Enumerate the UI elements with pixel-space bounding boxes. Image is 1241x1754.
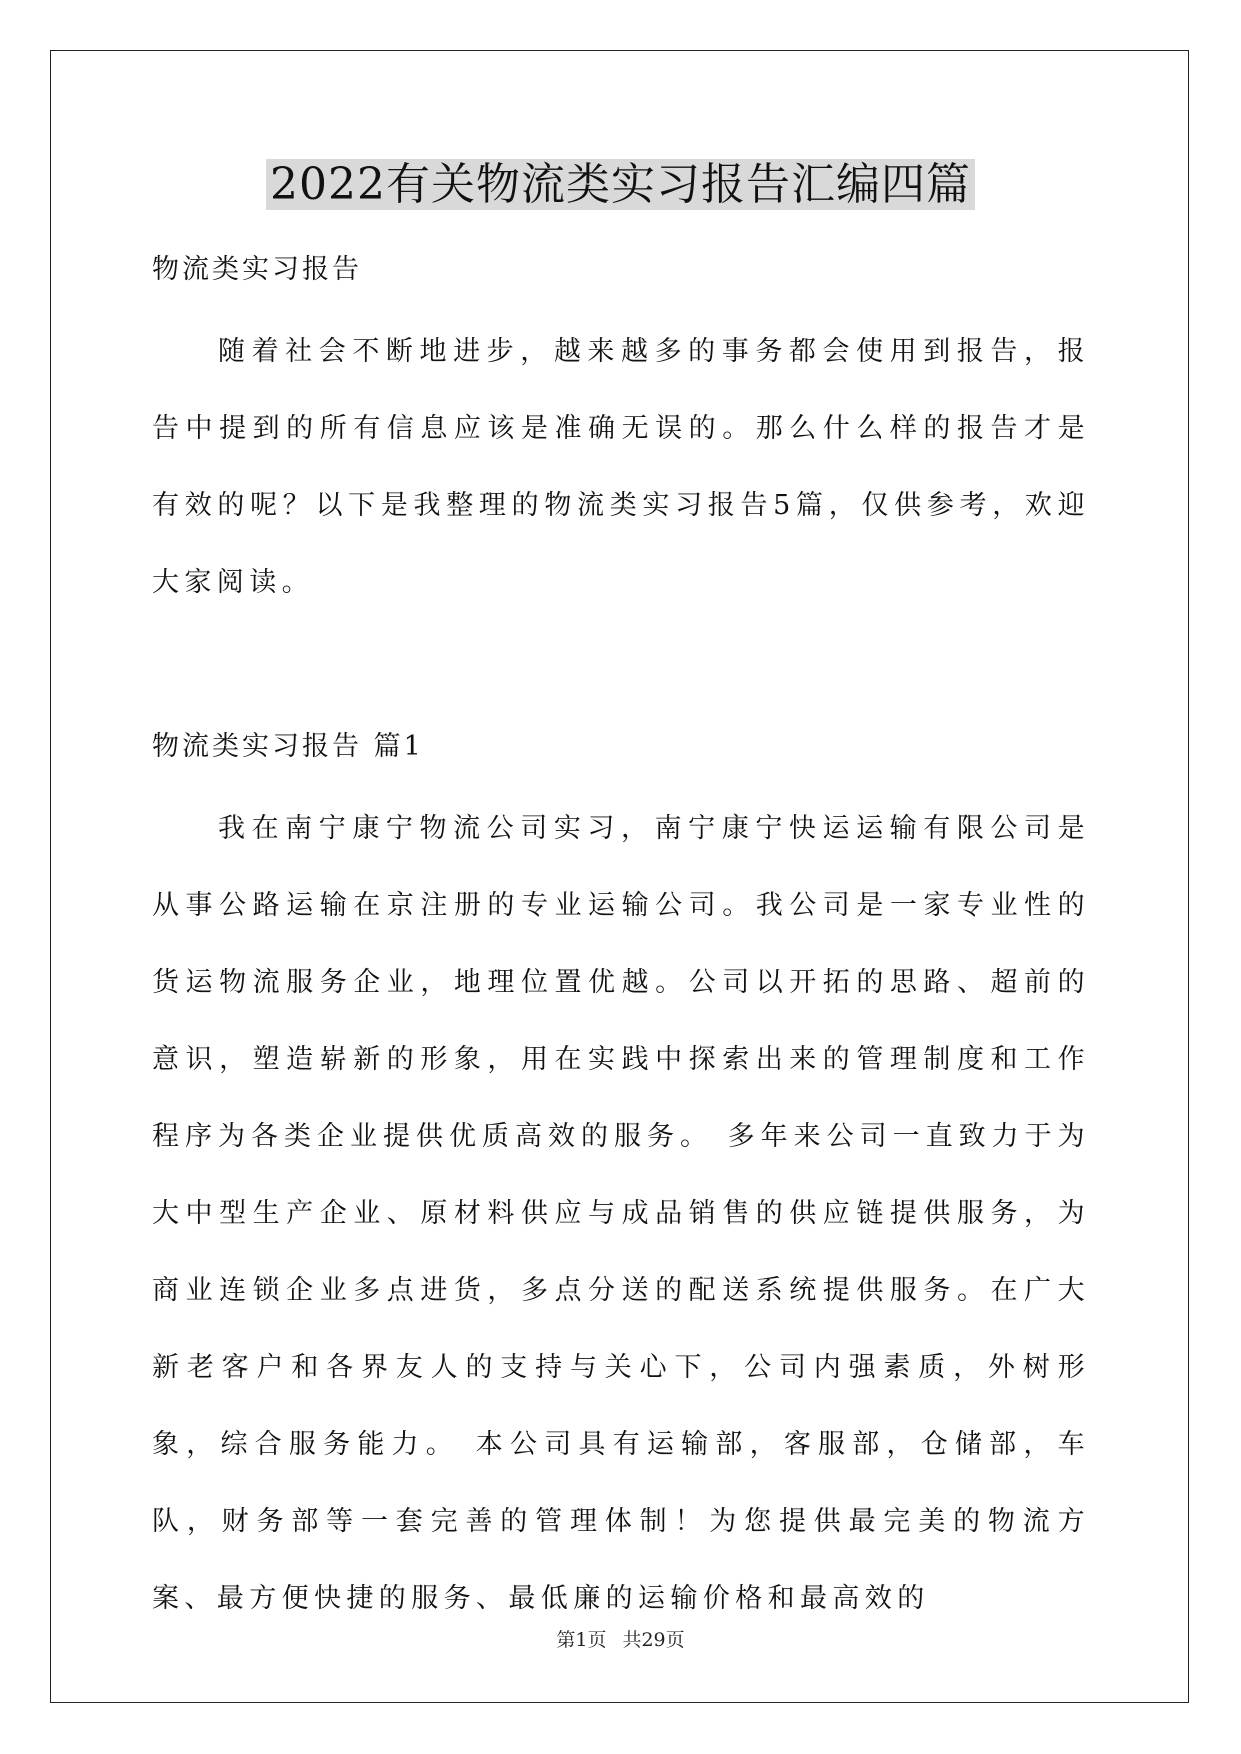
article-paragraph: 我在南宁康宁物流公司实习，南宁康宁快运运输有限公司是从事公路运输在京注册的专业运输公司。我公司是一家专业性的货运物流服务企业，地理位置优越。公司以开拓的思路、超前的意识，塑造崭新的形象，用在实践中探索出来的管理制度和工作程序为各类企业提供优质高效的服务。 多年来公司一直致力于为大中型生产企业、原材料供应与成品销售的供应链提供服务，为商业连锁企业多点进货，多点分送的配送系统提供服务。在广大新老客户和各界友人的支持与关心下，公司内强素质，外树形象，综合服务能力。 本公司具有运输部，客服部，仓储部，车队，财务部等一套完善的管理体制！为您提供最完美的物流方案、最方便快捷的服务、最低廉的运输价格和最高效的 (152, 813, 1090, 1614)
section-heading: 物流类实习报告 (152, 254, 362, 285)
document-title (0, 155, 1241, 215)
document-body (152, 232, 1090, 1637)
page-footer (0, 1625, 1241, 1652)
intro-paragraph: 随着社会不断地进步，越来越多的事务都会使用到报告，报告中提到的所有信息应该是准确无误的。那么什么样的报告才是有效的呢？以下是我整理的物流类实习报告5篇，仅供参考，欢迎大家阅读。 (152, 336, 1090, 598)
page-number-total: 共29页 (622, 1629, 685, 1651)
page-number-current: 第1页 (556, 1629, 607, 1651)
article-heading: 物流类实习报告 篇1 (152, 731, 424, 762)
document-title-text: 2022有关物流类实习报告汇编四篇 (266, 159, 975, 210)
